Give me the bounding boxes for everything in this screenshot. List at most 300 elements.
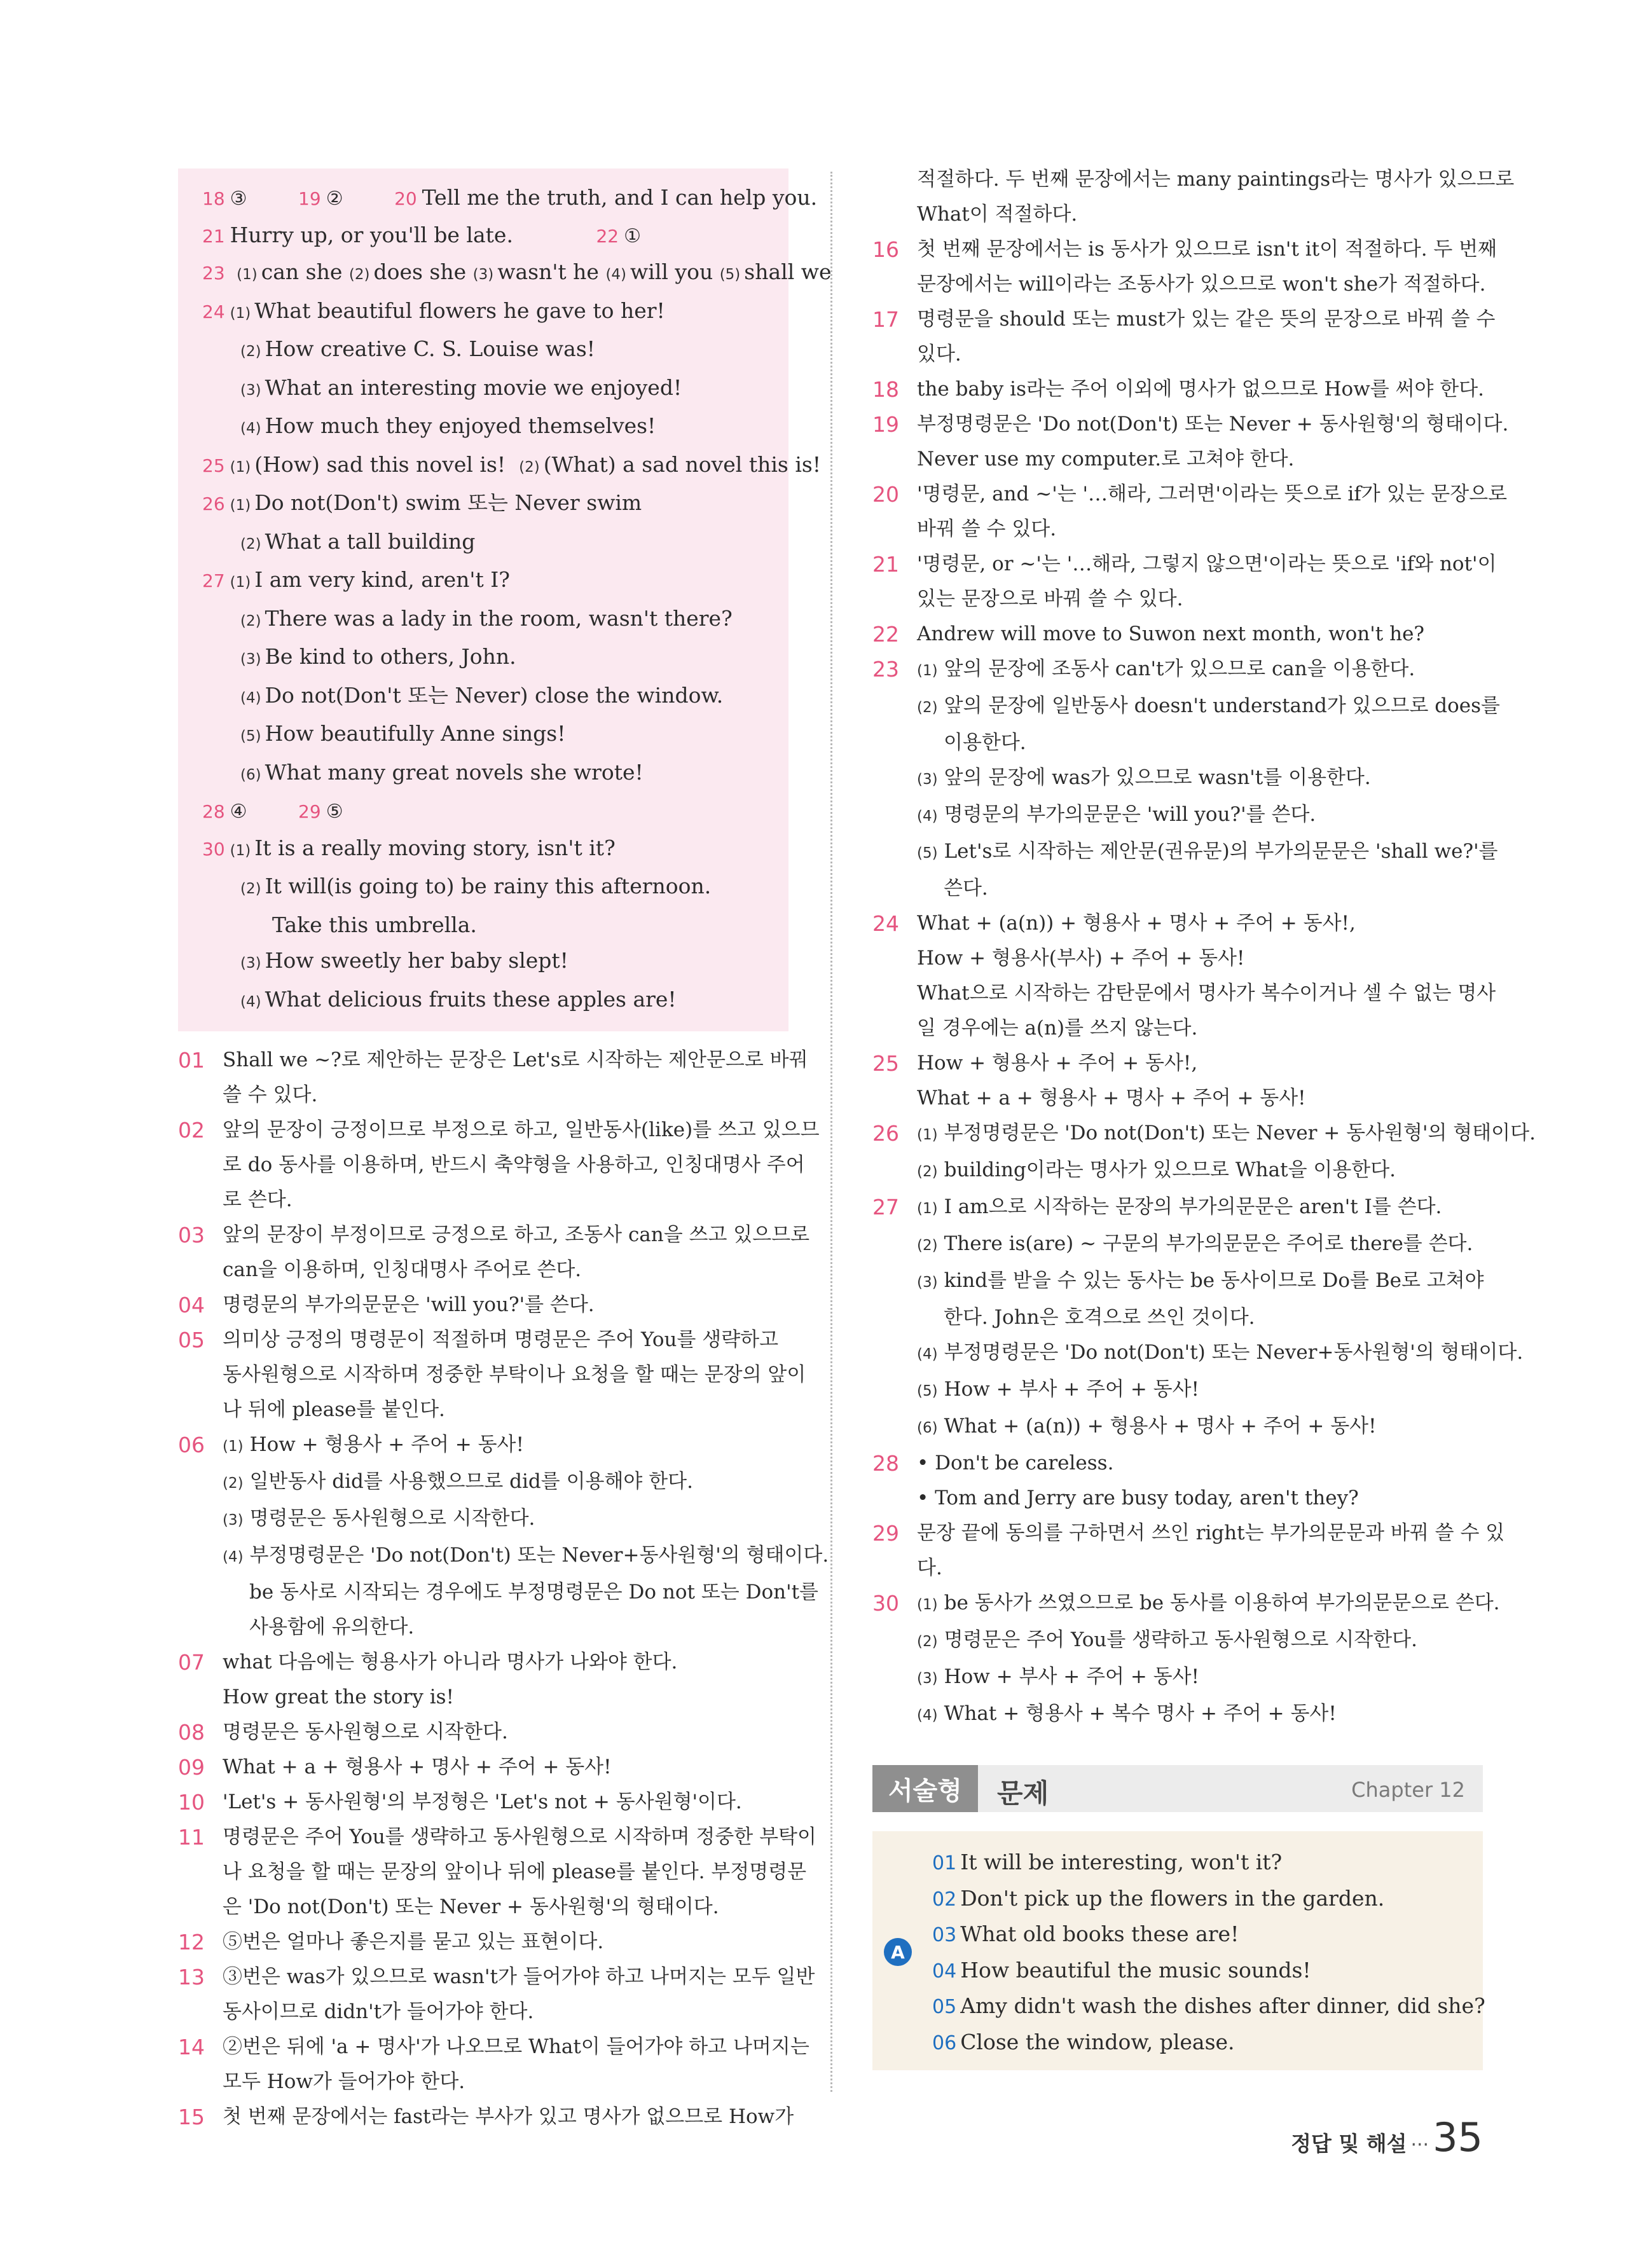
sub-label: (3) [223, 1512, 244, 1529]
explanation-line: 첫 번째 문장에서는 is 동사가 있으므로 isn't it이 적절하다. 두 번째 [917, 238, 1497, 261]
column-divider [830, 172, 832, 2092]
answer-value: How creative C. S. Louise was! [265, 336, 596, 361]
explanation-line: Never use my computer.로 고쳐야 한다. [917, 448, 1295, 471]
answer-value: What beautiful flowers he gave to her! [254, 298, 665, 323]
explanation-item [178, 1715, 788, 1750]
sub-label: (1) [223, 1438, 244, 1455]
sub-label: (1) [917, 1597, 938, 1613]
answer-value: ④ [230, 801, 247, 823]
chapter-label: Chapter 12 [1351, 1778, 1465, 1802]
answer-value: ① [624, 224, 641, 247]
explanation-body [917, 1586, 1500, 1733]
explanation-line: (5) How + 부사 + 주어 + 동사! [917, 1378, 1200, 1401]
explanation-line: 의미상 긍정의 명령문이 적절하며 명령문은 주어 You를 생략하고 [223, 1328, 779, 1351]
explanation-line: ⑤번은 얼마나 좋은지를 묻고 있는 표현이다. [223, 1930, 604, 1953]
explanation-body [917, 372, 1484, 407]
answer-row [202, 907, 774, 944]
explanation-item [872, 906, 1496, 1046]
explanation-line: 로 do 동사를 이용하며, 반드시 축약형을 사용하고, 인칭대명사 주어 [223, 1153, 805, 1176]
explanation-line: (3) 명령문은 동사원형으로 시작한다. [223, 1507, 535, 1530]
answer-value: It will(is going to) be rainy this afternoon. [265, 874, 712, 898]
answer-value: What many great novels she wrote! [265, 759, 644, 785]
sub-label: (1) [917, 1200, 938, 1217]
explanation-number: 15 [178, 2105, 205, 2129]
sub-label: (3) [240, 381, 261, 399]
explanation-body [917, 407, 1508, 477]
explanation-line: (2) 명령문은 주어 You를 생략하고 동사원형으로 시작한다. [917, 1628, 1417, 1651]
explanation-item [178, 1960, 815, 2030]
sub-label: (2) [519, 458, 540, 476]
sub-label: (6) [240, 766, 261, 783]
sub-label: (2) [348, 266, 370, 283]
explanation-line: (1) 앞의 문장에 조동사 can't가 있으므로 can을 이용한다. [917, 657, 1415, 680]
section-answer-item [932, 1953, 1485, 1990]
explanation-item [872, 652, 1500, 906]
answer-row [202, 755, 774, 794]
explanation-body [917, 906, 1496, 1046]
explanation-line: 로 쓴다. [223, 1188, 293, 1211]
explanation-item [872, 1516, 1505, 1586]
answer-value: How sweetly her baby slept! [265, 948, 568, 973]
answer-row [202, 485, 774, 524]
explanation-body [223, 1925, 788, 1960]
explanation-number: 01 [178, 1048, 205, 1073]
explanation-line: (2) There is(are) ~ 구문의 부가의문문은 주어로 there를 쓴다. [917, 1232, 1473, 1255]
explanation-item [178, 1750, 788, 1785]
answer-number: 24 [202, 301, 225, 322]
explanation-body [223, 2030, 809, 2100]
answer-number: 19 [298, 188, 321, 209]
section-header [872, 1765, 1483, 1812]
sub-label: (1) [230, 497, 251, 514]
explanation-body [223, 1427, 829, 1645]
explanation-number: 05 [178, 1328, 205, 1352]
right-explanations [872, 162, 1536, 1733]
answer-value: Tell me the truth, and I can help you. [422, 185, 818, 210]
section-answer-item [932, 1989, 1485, 2025]
section-answer-list [932, 1845, 1485, 2061]
explanation-line: 은 'Do not(Don't) 또는 Never + 동사원형'의 형태이다. [223, 1895, 719, 1918]
explanation-line: What + a + 형용사 + 명사 + 주어 + 동사! [223, 1756, 612, 1778]
section-answer-text: What old books these are! [960, 1921, 1239, 1946]
explanation-body [917, 617, 1483, 652]
sub-label: (2) [240, 612, 261, 629]
explanation-body [917, 1190, 1523, 1446]
answer-row [202, 943, 774, 982]
explanation-line: '명령문, and ~'는 '…해라, 그러면'이라는 뜻으로 if가 있는 문장으로 [917, 483, 1508, 505]
answer-row [202, 180, 818, 217]
explanation-line: What + a + 형용사 + 명사 + 주어 + 동사! [917, 1087, 1306, 1110]
answer-number: 26 [202, 493, 225, 514]
explanation-line: 적절하다. 두 번째 문장에서는 many paintings라는 명사가 있으므로 [917, 168, 1515, 191]
answer-value: (How) sad this novel is! [254, 451, 506, 477]
explanation-line: (6) What + (a(n)) + 형용사 + 명사 + 주어 + 동사! [917, 1415, 1377, 1438]
sub-label: (3) [472, 266, 494, 283]
explanation-number: 29 [872, 1521, 899, 1546]
explanation-item [872, 1586, 1500, 1733]
explanation-line: 일 경우에는 a(n)를 쓰지 않는다. [917, 1017, 1198, 1040]
explanation-number: 17 [872, 307, 899, 332]
answer-row [202, 293, 774, 332]
answer-row [202, 524, 774, 563]
explanation-line: How + 형용사 + 주어 + 동사!, [917, 1052, 1198, 1075]
explanation-item [872, 232, 1497, 302]
explanation-number: 20 [872, 482, 899, 507]
explanation-body [223, 1820, 816, 1925]
explanation-number: 22 [872, 622, 899, 647]
explanation-line: • Don't be careless. [917, 1452, 1114, 1474]
explanation-number: 24 [872, 911, 899, 936]
sub-label: (3) [240, 955, 261, 972]
explanation-number [872, 162, 917, 232]
explanation-line: can을 이용하며, 인칭대명사 주어로 쓴다. [223, 1258, 582, 1281]
explanation-number: 12 [178, 1930, 205, 1955]
answer-value: can she [261, 259, 343, 284]
explanation-line: How great the story is! [223, 1686, 455, 1708]
explanation-line: be 동사로 시작되는 경우에도 부정명령문은 Do not 또는 Don't를 [249, 1581, 819, 1604]
answer-value: (What) a sad novel this is! [543, 451, 822, 477]
sub-label: (4) [917, 1346, 938, 1363]
explanation-body [917, 162, 1514, 232]
explanation-line: (5) Let's로 시작하는 제안문(권유문)의 부가의문문은 'shall we?'를 [917, 840, 1498, 863]
explanation-body [223, 1043, 808, 1113]
explanation-number: 10 [178, 1790, 205, 1815]
answer-row [202, 447, 822, 486]
explanation-number: 08 [178, 1720, 205, 1745]
explanation-item [872, 1190, 1524, 1446]
explanation-line: Shall we ~?로 제안하는 문장은 Let's로 시작하는 제안문으로 바꿔 [223, 1048, 808, 1071]
explanation-line: 명령문의 부가의문문은 'will you?'를 쓴다. [223, 1293, 595, 1316]
explanation-body [917, 1116, 1536, 1190]
answer-value: There was a lady in the room, wasn't there? [265, 605, 733, 631]
explanation-line: 동사원형으로 시작하며 정중한 부탁이나 요청을 할 때는 문장의 앞이 [223, 1363, 806, 1386]
sub-label: (2) [240, 343, 261, 360]
explanation-line: (4) What + 형용사 + 복수 명사 + 주어 + 동사! [917, 1702, 1337, 1725]
sub-label: (6) [917, 1420, 938, 1436]
answer-number: 22 [596, 225, 619, 247]
explanation-number: 11 [178, 1825, 205, 1850]
answer-row [202, 331, 774, 370]
answer-value: Hurry up, or you'll be late. [230, 222, 513, 247]
left-explanations [178, 1043, 829, 2134]
explanation-body [223, 1288, 788, 1323]
answer-row [202, 408, 774, 447]
explanation-number: 09 [178, 1755, 205, 1780]
page-number: 35 [1433, 2114, 1483, 2161]
answer-row [202, 830, 774, 869]
page-footer [1291, 2114, 1483, 2161]
answer-value: Be kind to others, John. [265, 644, 516, 669]
answer-value: How beautifully Anne sings! [265, 721, 566, 746]
answer-value: What a tall building [265, 528, 476, 554]
explanation-line: 쓴다. [944, 877, 988, 900]
explanation-line: 동사이므로 didn't가 들어가야 한다. [223, 2000, 534, 2023]
explanation-item [178, 1043, 808, 1113]
explanation-line: (3) How + 부사 + 주어 + 동사! [917, 1665, 1200, 1688]
explanation-number: 18 [872, 377, 899, 402]
right-column [872, 168, 1536, 1733]
sub-label: (1) [917, 663, 938, 679]
explanation-body [223, 1960, 815, 2030]
explanation-line: 이용한다. [944, 731, 1026, 754]
sub-label: (4) [223, 1549, 244, 1565]
section-answer-text: It will be interesting, won't it? [960, 1850, 1283, 1874]
sub-label: (3) [240, 651, 261, 668]
explanation-line: 다. [917, 1557, 942, 1579]
explanation-line: 앞의 문장이 부정이므로 긍정으로 하고, 조동사 can을 쓰고 있으므로 [223, 1223, 810, 1246]
answer-number: 28 [202, 801, 225, 822]
footer-label: 정답 및 해설 [1291, 2131, 1407, 2156]
explanation-line: (4) 부정명령문은 'Do not(Don't) 또는 Never+동사원형'의 형태이다. [223, 1544, 829, 1567]
answer-row [202, 639, 774, 678]
explanation-number: 28 [872, 1451, 899, 1476]
sub-label: (4) [240, 689, 261, 706]
section-answer-number: 02 [932, 1888, 957, 1911]
sub-label: (1) [230, 842, 251, 859]
explanation-line: 사용함에 유의한다. [249, 1616, 415, 1639]
sub-label: (4) [917, 808, 938, 825]
answer-row [202, 217, 774, 255]
explanation-body [223, 1785, 788, 1820]
sub-label: (1) [237, 266, 258, 283]
explanation-number: 04 [178, 1293, 205, 1317]
answer-row [202, 254, 832, 293]
answer-value: does she [373, 259, 467, 284]
explanation-line: 명령문은 주어 You를 생략하고 동사원형으로 시작하며 정중한 부탁이 [223, 1825, 816, 1848]
explanation-body [917, 1446, 1483, 1516]
explanation-line: (4) 명령문의 부가의문문은 'will you?'를 쓴다. [917, 803, 1316, 826]
explanation-item [178, 1785, 788, 1820]
section-answer-item [932, 2025, 1485, 2061]
explanation-item [872, 1046, 1483, 1116]
section-answer-number: 01 [932, 1852, 957, 1874]
explanation-number: 19 [872, 412, 899, 437]
section-title: 문제 [997, 1778, 1049, 1809]
explanation-item [872, 547, 1497, 617]
section-answer-item [932, 1845, 1485, 1881]
explanation-line: (1) How + 형용사 + 주어 + 동사! [223, 1433, 524, 1456]
explanation-line: How + 형용사(부사) + 주어 + 동사! [917, 947, 1245, 970]
explanation-item [872, 372, 1483, 407]
explanation-body [917, 1516, 1504, 1586]
section-answer-number: 03 [932, 1924, 957, 1946]
answer-value: It is a really moving story, isn't it? [254, 835, 616, 860]
explanation-body [917, 232, 1497, 302]
explanation-item [872, 477, 1508, 547]
explanation-number: 30 [872, 1591, 899, 1616]
explanation-line: (1) 부정명령문은 'Do not(Don't) 또는 Never + 동사원형'의 형태이다. [917, 1122, 1536, 1144]
explanation-line: 부정명령문은 'Do not(Don't) 또는 Never + 동사원형'의 형태이다. [917, 413, 1509, 436]
explanation-body [223, 1323, 806, 1427]
sub-label: (4) [240, 420, 261, 437]
explanation-line: the baby is라는 주어 이외에 명사가 없으므로 How를 써야 한다. [917, 378, 1485, 401]
explanation-line: 명령문을 should 또는 must가 있는 같은 뜻의 문장으로 바꿔 쓸 수 [917, 308, 1496, 331]
section-answer-item [932, 1917, 1485, 1953]
explanation-body [223, 1750, 788, 1785]
explanation-line: 문장에서는 will이라는 조동사가 있으므로 won't she가 적절하다. [917, 273, 1486, 296]
sub-label: (2) [917, 1237, 938, 1254]
explanation-item [178, 2100, 794, 2134]
section-tab: 서술형 [872, 1765, 978, 1812]
section-answer-item [932, 1881, 1485, 1918]
answer-value: wasn't he [497, 259, 599, 284]
answer-number: 21 [202, 225, 225, 247]
section-answer-text: Don't pick up the flowers in the garden. [960, 1885, 1385, 1911]
explanation-number: 14 [178, 2035, 205, 2059]
explanation-item [872, 617, 1483, 652]
explanation-line: 있다. [917, 343, 961, 366]
explanation-item [872, 1116, 1536, 1190]
explanation-line: 쓸 수 있다. [223, 1083, 318, 1106]
explanation-line: ②번은 뒤에 'a + 명사'가 나오므로 What이 들어가야 하고 나머지는 [223, 2035, 809, 2058]
answer-number: 29 [298, 801, 321, 822]
sub-label: (1) [230, 305, 251, 322]
explanation-line: (4) 부정명령문은 'Do not(Don't) 또는 Never+동사원형'의 형태이다. [917, 1341, 1524, 1364]
answer-value: ③ [230, 188, 247, 210]
explanation-item [178, 1323, 806, 1427]
explanation-number: 23 [872, 657, 899, 682]
answer-row [202, 869, 774, 907]
section-answer-text: Close the window, please. [960, 2029, 1235, 2054]
sub-label: (1) [230, 458, 251, 476]
answer-row [202, 793, 774, 830]
explanation-line: 한다. John은 호격으로 쓰인 것이다. [944, 1306, 1255, 1329]
explanation-line: 'Let's + 동사원형'의 부정형은 'Let's not + 동사원형'이다. [223, 1790, 742, 1813]
explanation-body [917, 1046, 1483, 1116]
answer-value: Take this umbrella. [272, 912, 477, 937]
answer-value: ⑤ [326, 801, 343, 823]
sub-label: (3) [917, 1274, 938, 1291]
sub-label: (4) [605, 266, 627, 283]
explanation-item [872, 407, 1509, 477]
answer-number: 23 [202, 263, 225, 284]
explanation-item [178, 1645, 788, 1715]
explanation-number: 16 [872, 237, 899, 262]
explanation-line: 문장 끝에 동의를 구하면서 쓰인 right는 부가의문문과 바꿔 쓸 수 있 [917, 1522, 1505, 1544]
explanation-line: 바꿔 쓸 수 있다. [917, 518, 1057, 540]
explanation-number: 21 [872, 552, 899, 577]
sub-label: (2) [240, 881, 261, 897]
explanation-body [223, 1715, 788, 1750]
explanation-line: 첫 번째 문장에서는 fast라는 부사가 있고 명사가 없으므로 How가 [223, 2105, 794, 2128]
explanation-line: 나 요청을 할 때는 문장의 앞이나 뒤에 please를 붙인다. 부정명령문 [223, 1860, 807, 1883]
explanation-number: 07 [178, 1650, 205, 1675]
answer-number: 25 [202, 455, 225, 476]
explanation-line: (2) 앞의 문장에 일반동사 doesn't understand가 있으므로 does를 [917, 694, 1500, 717]
answer-row [202, 678, 774, 717]
section-answer-box [872, 1831, 1483, 2070]
explanation-number: 02 [178, 1118, 205, 1143]
sub-label: (2) [917, 1633, 938, 1650]
explanation-item [178, 1113, 820, 1218]
explanation-item [872, 162, 1515, 232]
answer-key-box [178, 168, 832, 1031]
explanation-item [872, 1446, 1483, 1516]
explanation-body [917, 302, 1495, 372]
answer-number: 20 [394, 188, 417, 209]
sub-label: (5) [917, 1383, 938, 1399]
answer-value: How much they enjoyed themselves! [265, 413, 656, 438]
answer-row [202, 716, 774, 755]
explanation-body [917, 547, 1497, 617]
answer-value: Do not(Don't) swim 또는 Never swim [254, 490, 642, 515]
sub-label: (2) [223, 1475, 244, 1492]
answer-number: 30 [202, 838, 225, 860]
explanation-body [223, 1645, 788, 1715]
explanation-body [223, 1113, 820, 1218]
explanation-line: 있는 문장으로 바꿔 쓸 수 있다. [917, 588, 1183, 610]
answer-value: What delicious fruits these apples are! [265, 986, 677, 1012]
explanation-line: (3) 앞의 문장에 was가 있으므로 wasn't를 이용한다. [917, 766, 1371, 789]
sub-label: (1) [230, 574, 251, 591]
footer-dots: ··· [1410, 2134, 1429, 2156]
explanation-line: 모두 How가 들어가야 한다. [223, 2070, 465, 2093]
answer-number: 27 [202, 570, 225, 591]
explanation-line: 앞의 문장이 긍정이므로 부정으로 하고, 일반동사(like)를 쓰고 있으므 [223, 1118, 820, 1141]
sub-label: (3) [917, 1670, 938, 1687]
left-column [178, 168, 832, 2134]
answer-row [202, 562, 774, 601]
section-answer-number: 06 [932, 2031, 957, 2054]
explanation-body [917, 652, 1500, 906]
answer-value: What an interesting movie we enjoyed! [265, 375, 682, 400]
sub-label: (4) [240, 993, 261, 1010]
sub-label: (2) [240, 535, 261, 553]
section-answer-text: Amy didn't wash the dishes after dinner, did she? [960, 1993, 1485, 2018]
section-answer-number: 05 [932, 1996, 957, 2018]
explanation-line: Andrew will move to Suwon next month, won't he? [917, 622, 1425, 645]
explanation-line: 나 뒤에 please를 붙인다. [223, 1398, 445, 1421]
answer-value: shall we [744, 259, 832, 284]
explanation-line: (1) be 동사가 쓰였으므로 be 동사를 이용하여 부가의문문으로 쓴다. [917, 1591, 1500, 1614]
explanation-line: (3) kind를 받을 수 있는 동사는 be 동사이므로 Do를 Be로 고쳐야 [917, 1269, 1484, 1292]
explanation-line: What + (a(n)) + 형용사 + 명사 + 주어 + 동사!, [917, 912, 1356, 935]
sub-label: (1) [917, 1127, 938, 1143]
sub-label: (2) [917, 699, 938, 716]
answer-value: will you [630, 259, 713, 284]
explanation-item [178, 1288, 788, 1323]
answer-value: ② [326, 188, 343, 210]
explanation-number: 25 [872, 1051, 899, 1076]
explanation-line: 명령문은 동사원형으로 시작한다. [223, 1721, 508, 1743]
sub-label: (3) [917, 771, 938, 788]
answer-value: I am very kind, aren't I? [254, 567, 510, 592]
explanation-line: (2) 일반동사 did를 사용했으므로 did를 이용해야 한다. [223, 1470, 693, 1493]
explanation-line: • Tom and Jerry are busy today, aren't they? [917, 1487, 1359, 1509]
explanation-body [917, 477, 1507, 547]
sub-label: (5) [917, 845, 938, 862]
explanation-item [178, 1820, 816, 1925]
explanation-line: What이 적절하다. [917, 203, 1078, 226]
explanation-number: 27 [872, 1195, 899, 1220]
a-badge-icon: A [884, 1938, 912, 1966]
explanation-item [178, 1427, 829, 1645]
explanation-line: what 다음에는 형용사가 아니라 명사가 나와야 한다. [223, 1651, 678, 1674]
sub-label: (5) [719, 266, 741, 283]
answer-number: 18 [202, 188, 225, 209]
sub-label: (2) [917, 1164, 938, 1180]
sub-label: (4) [917, 1707, 938, 1724]
answer-row [202, 601, 774, 640]
explanation-item [178, 2030, 809, 2100]
answer-row [202, 982, 774, 1021]
answer-value: Do not(Don't 또는 Never) close the window. [265, 682, 724, 708]
explanation-body [223, 2100, 794, 2134]
explanation-line: (1) I am으로 시작하는 문장의 부가의문문은 aren't I를 쓴다. [917, 1195, 1442, 1218]
section-answer-number: 04 [932, 1960, 957, 1983]
explanation-item [178, 1218, 810, 1288]
explanation-item [872, 302, 1496, 372]
